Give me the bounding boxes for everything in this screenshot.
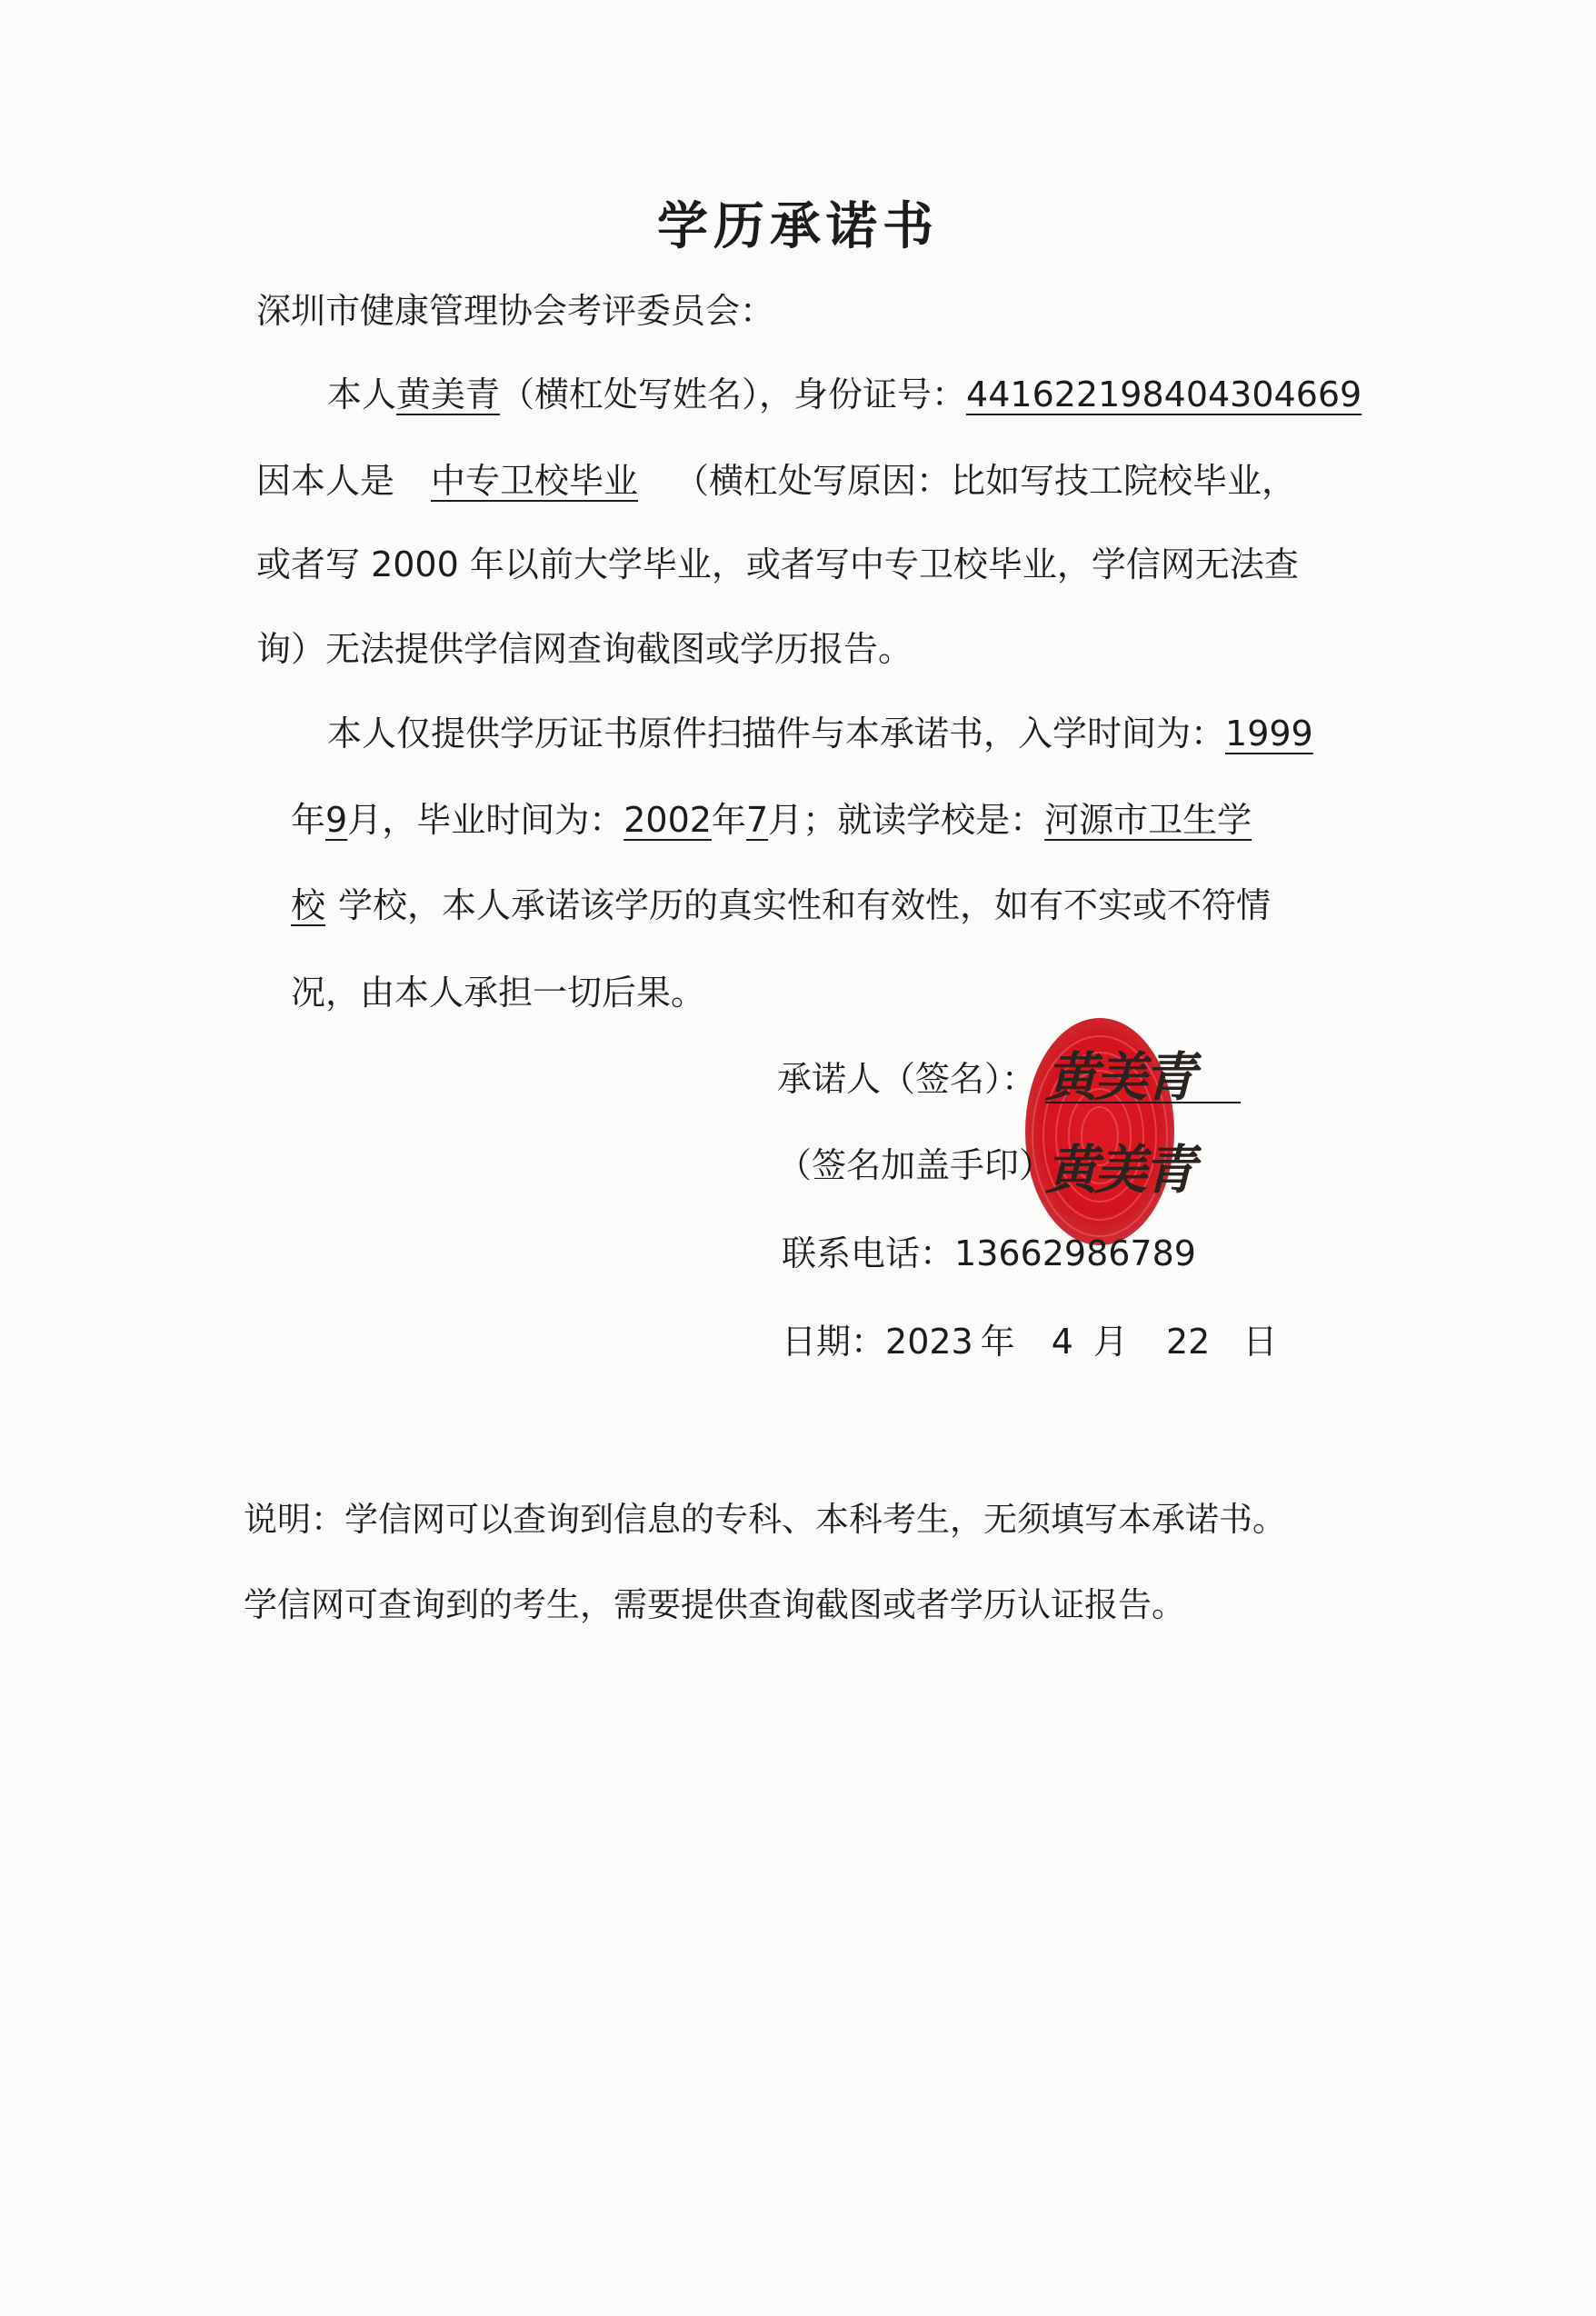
enroll-year: 1999 (1225, 714, 1313, 754)
p1-line4: 询）无法提供学信网查询截图或学历报告。 (256, 629, 913, 669)
applicant-name: 黄美青 (396, 374, 501, 414)
signer-line (777, 1057, 1036, 1101)
date-month-unit: 月 (1092, 1322, 1128, 1362)
p1-line3: 或者写 2000 年以前大学毕业，或者写中专卫校毕业，学信网无法查 (256, 544, 1299, 584)
p1-prefix: 本人 (327, 374, 397, 414)
date-year: 2023 (885, 1322, 973, 1362)
p1-line2-suffix: （横杠处写原因：比如写技工院校毕业， (674, 461, 1297, 501)
p2-line1 (327, 712, 1313, 755)
year-label: 年 (291, 800, 326, 840)
handwritten-signature-2: 黄美青 (1045, 1139, 1193, 1201)
month-label-2: 月；就读学校是： (768, 800, 1045, 840)
school-name-part2: 校 (291, 885, 326, 925)
date-month: 4 (1051, 1322, 1073, 1362)
p1-line2-prefix: 因本人是 (256, 461, 395, 501)
p1-line2 (256, 459, 1296, 503)
year-label-2: 年 (711, 800, 746, 840)
id-number: 441622198404304669 (966, 374, 1362, 414)
p2-line4: 况，由本人承担一切后果。 (291, 973, 706, 1013)
p2-line1-prefix: 本人仅提供学历证书原件扫描件与本承诺书，入学时间为： (327, 714, 1226, 754)
p2-line2 (291, 798, 1252, 842)
note-line2: 学信网可查询到的考生，需要提供查询截图或者学历认证报告。 (244, 1585, 1185, 1624)
grad-month: 7 (745, 800, 769, 840)
reason-field: 中专卫校毕业 (431, 461, 639, 501)
p2-line3 (291, 883, 1271, 927)
note-line1: 说明：学信网可以查询到信息的专科、本科考生，无须填写本承诺书。 (244, 1500, 1286, 1539)
document-title: 学历承诺书 (657, 197, 939, 256)
date-line (782, 1320, 1277, 1363)
p1-mid: （横杠处写姓名），身份证号： (500, 374, 967, 414)
p1-line1 (327, 373, 1362, 416)
phone-number: 13662986789 (954, 1233, 1196, 1273)
date-day: 22 (1165, 1322, 1211, 1362)
phone-label: 联系电话： (782, 1233, 955, 1273)
fingerprint-label: （签名加盖手印） (777, 1145, 1054, 1185)
handwritten-signature-1: 黄美青 (1045, 1046, 1193, 1108)
phone-line (782, 1232, 1196, 1275)
date-day-unit: 日 (1242, 1322, 1278, 1362)
enroll-month: 9 (325, 800, 348, 840)
date-year-unit: 年 (980, 1322, 1015, 1362)
p2-line3-suffix: 学校，本人承诺该学历的真实性和有效性，如有不实或不符情 (338, 885, 1272, 925)
fingerprint-line (777, 1143, 1053, 1187)
addressee: 深圳市健康管理协会考评委员会： (256, 291, 775, 331)
month-label: 月，毕业时间为： (347, 800, 624, 840)
grad-year: 2002 (623, 800, 712, 840)
signer-label: 承诺人（签名）： (777, 1059, 1037, 1099)
school-name-part1: 河源市卫生学 (1044, 800, 1252, 840)
date-label: 日期： (782, 1322, 886, 1362)
